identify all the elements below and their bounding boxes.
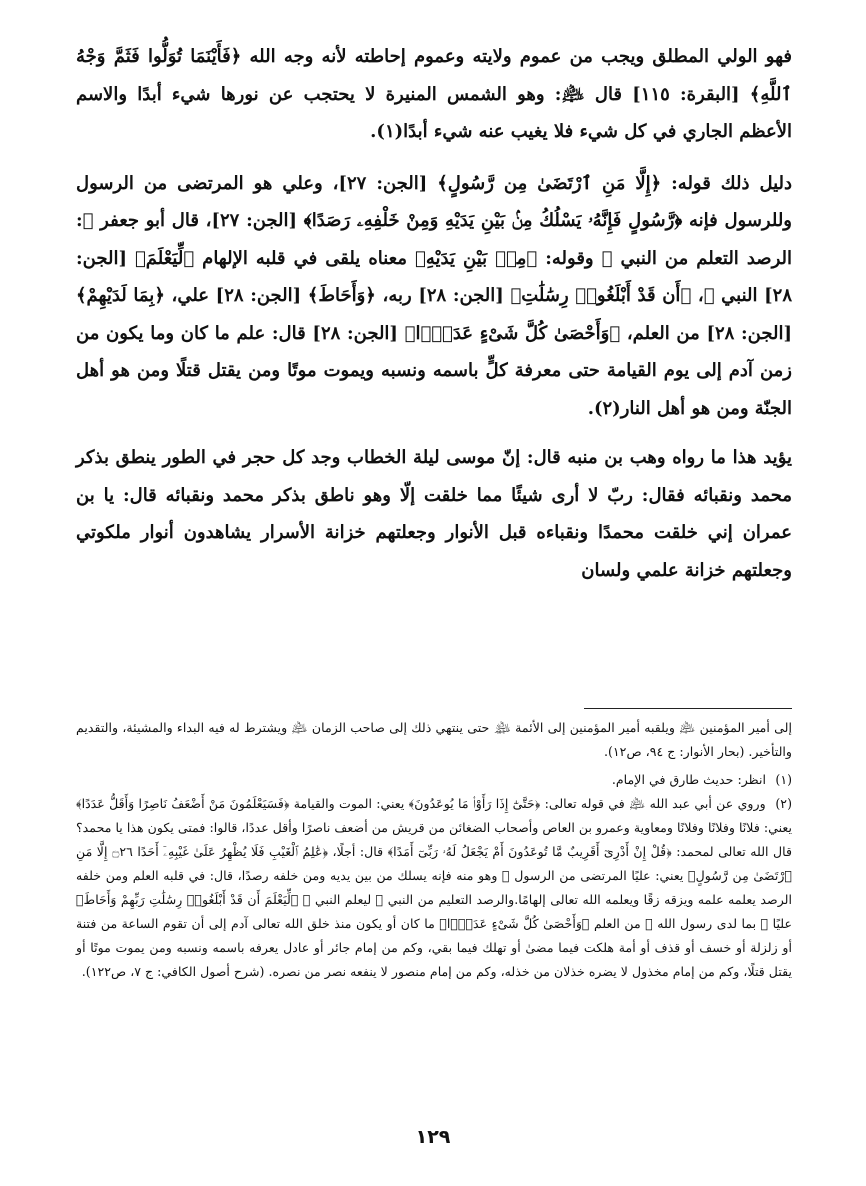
footnote <box>76 792 792 984</box>
footnote-mark: (١) <box>775 772 792 787</box>
footnote <box>76 768 792 792</box>
paragraph: فهو الولي المطلق ويجب من عموم ولايته وعموم إحاطته لأنه وجه الله ﴿فَأَيْنَمَا تُوَلُّوا فَثَمَّ وَجْهُ ٱللَّهِ﴾ [البقرة: ١١٥] قال ﵇: وهو الشمس المنيرة لا يحتجب عن نورها شيء أبدًا والاسم الأعظم الجاري في كل شيء فلا يغيب عنه شيء أبدًا(١). <box>76 46 792 142</box>
footnote-text: وروي عن أبي عبد الله ﵇ في قوله تعالى: ﴿حَتَّىٰٓ إِذَا رَأَوْا۟ مَا يُوعَدُونَ﴾ يعني: الموت والقيامة ﴿فَسَيَعْلَمُونَ مَنْ أَضْعَفُ نَاصِرًا وَأَقَلُّ عَدَدًا﴾ يعني: فلانًا وفلانًا وفلانًا ومعاوية وعمرو بن العاص وأصحاب الضغائن من قريش من أضعف ناصرًا وأقل عددًا، قالوا: فمتى يكون هذا يا محمد؟ قال الله تعالى لمحمد: ﴿قُلْ إِنْ أَدْرِىٓ أَقَرِيبٌ مَّا تُوعَدُونَ أَمْ يَجْعَلُ لَهُۥ رَبِّىٓ أَمَدًا﴾ قال: أجلًا، ﴿عَٰلِمُ ٱلْغَيْبِ فَلَا يُظْهِرُ عَلَىٰ غَيْبِهِۦٓ أَحَدًا ۝٢٦ إِلَّا مَنِ ٱرْتَضَىٰ مِن رَّسُولٍ﴾ يعني: عليًا المرتضى من الرسول ﷺ وهو منه فإنه يسلك من بين يديه ومن خلفه رصدًا، قال: في قلبه العلم ومن خلفه الرصد يعلمه علمه ويزقه زقًا ويعلمه الله تعالى إلهامًا.والرصد التعليم من النبي ﷺ ليعلم النبي ﷺ ﴿لِّيَعْلَمَ أَن قَدْ أَبْلَغُوا۟ رِسَٰلَٰتِ رَبِّهِمْ وَأَحَاطَ﴾ عليًا ﵇ بما لدى رسول الله ﷺ من العلم ﴿وَأَحْصَىٰ كُلَّ شَىْءٍ عَدَدًۢا﴾ ما كان أو يكون منذ خلق الله تعالى آدم إلى أن تقوم الساعة من فتنة أو زلزلة أو خسف أو قذف أو أمة هلكت فيما مضىٰ أو تهلك فيما بقي، وكم من إمام جائر أو عادل يعرفه باسمه ونسبه ومن يموت موتًا أو يقتل قتلًا، وكم من إمام مخذول لا يضره خذلان من خذله، وكم من إمام منصور لا ينفعه نصر من نصره. (شرح أصول الكافي: ج ٧، ص١٢٢). <box>76 796 792 979</box>
paragraph: دليل ذلك قوله: ﴿إِلَّا مَنِ ٱرْتَضَىٰ مِن رَّسُولٍ﴾ [الجن: ٢٧]، وعلي هو المرتضى من الرسول وللرسول فإنه ﴿رَّسُولٍ فَإِنَّهُۥ يَسْلُكُ مِنۢ بَيْنِ يَدَيْهِ وَمِنْ خَلْفِهِۦ رَصَدًا﴾ [الجن: ٢٧]، قال أبو جعفر ﵇: الرصد التعلم من النبي ﷺ وقوله: ﴿مِنۢ بَيْنِ يَدَيْهِ﴾ معناه يلقى في قلبه الإلهام ﴿لِّيَعْلَمَ﴾ [الجن: ٢٨] النبي ﷺ، ﴿أَن قَدْ أَبْلَغُوا۟ رِسَٰلَٰتِ﴾ [الجن: ٢٨] ربه، ﴿وَأَحَاطَ﴾ [الجن: ٢٨] علي، ﴿بِمَا لَدَيْهِمْ﴾ [الجن: ٢٨] من العلم، ﴿وَأَحْصَىٰ كُلَّ شَىْءٍ عَدَدًۢا﴾ [الجن: ٢٨] قال: علم ما كان وما يكون من زمن آدم إلى يوم القيامة حتى معرفة كلٍّ باسمه ونسبه ويموت موتًا ومن يقتل قتلًا ومن هو أهل الجنّة ومن هو أهل النار(٢). <box>76 172 793 419</box>
footnote-continuation: إلى أمير المؤمنين ﵇ ويلقبه أمير المؤمنين إلى الأئمة ﵈ حتى ينتهي ذلك إلى صاحب الزمان ﵇ ويشترط له فيه البداء والمشيئة، والتقديم والتأخير. (بحار الأنوار: ج ٩٤، ص١٢). <box>76 720 792 759</box>
main-text <box>76 38 792 589</box>
footnote-mark: (٢) <box>775 796 792 811</box>
page-number: ١٢٩ <box>415 1126 451 1148</box>
footnote-separator <box>584 708 792 709</box>
page <box>76 38 792 601</box>
footnote-text: انظر: حديث طارق في الإمام. <box>611 772 766 787</box>
paragraph: يؤيد هذا ما رواه وهب بن منبه قال: إنّ موسى ليلة الخطاب وجد كل حجر في الطور ينطق بذكر محمد ونقبائه فقال: ربّ لا أرى شيئًا مما خلقت إلّا وهو ناطق بذكر محمد ونقبائه قال: يا بن عمران إني خلقت محمدًا ونقباءه قبل الأنوار وجعلتهم خزانة الأسرار يشاهدون أنوار ملكوتي وجعلتهم خزانة علمي ولسان <box>76 447 792 581</box>
footnotes <box>76 716 792 984</box>
